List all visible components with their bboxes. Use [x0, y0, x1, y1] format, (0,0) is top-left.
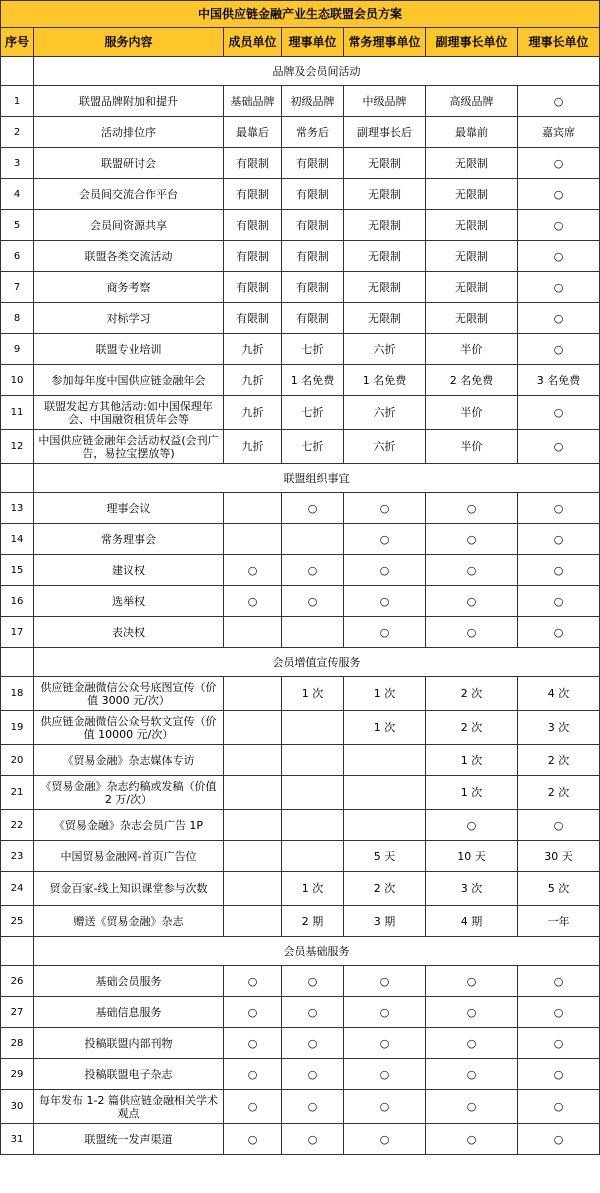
standing-director-cell: ○ — [344, 1059, 426, 1090]
section-row — [1, 937, 600, 966]
row-number: 14 — [1, 524, 34, 555]
table-row — [1, 872, 600, 906]
director-cell — [282, 617, 344, 648]
table-row — [1, 745, 600, 776]
row-number: 21 — [1, 776, 34, 810]
table-row — [1, 117, 600, 148]
member-cell: 九折 — [224, 396, 282, 430]
standing-director-cell: 1 名免费 — [344, 365, 426, 396]
table-row — [1, 810, 600, 841]
row-number: 8 — [1, 303, 34, 334]
row-number: 20 — [1, 745, 34, 776]
chairman-cell: 30 天 — [518, 841, 600, 872]
vice-chairman-cell: 2 次 — [426, 711, 518, 745]
vice-chairman-cell: ○ — [426, 1059, 518, 1090]
vice-chairman-cell: 无限制 — [426, 148, 518, 179]
director-cell: ○ — [282, 555, 344, 586]
member-cell: 有限制 — [224, 210, 282, 241]
standing-director-cell — [344, 810, 426, 841]
service-cell: 供应链金融微信公众号软文宣传（价值 10000 元/次） — [34, 711, 224, 745]
director-cell: 1 名免费 — [282, 365, 344, 396]
vice-chairman-cell: ○ — [426, 810, 518, 841]
chairman-cell: ○ — [518, 334, 600, 365]
row-number: 13 — [1, 493, 34, 524]
table-row — [1, 586, 600, 617]
row-number: 31 — [1, 1124, 34, 1155]
section-title: 联盟组织事宜 — [34, 464, 600, 493]
vice-chairman-cell: 最靠前 — [426, 117, 518, 148]
row-number: 29 — [1, 1059, 34, 1090]
member-cell: ○ — [224, 997, 282, 1028]
row-number: 3 — [1, 148, 34, 179]
vice-chairman-cell: ○ — [426, 524, 518, 555]
standing-director-cell: 六折 — [344, 396, 426, 430]
standing-director-cell: 无限制 — [344, 148, 426, 179]
table-row — [1, 493, 600, 524]
vice-chairman-cell: ○ — [426, 586, 518, 617]
member-cell: 九折 — [224, 430, 282, 464]
service-cell: 选举权 — [34, 586, 224, 617]
header-row — [1, 28, 600, 57]
standing-director-cell: ○ — [344, 1028, 426, 1059]
member-cell: ○ — [224, 1028, 282, 1059]
vice-chairman-cell: 无限制 — [426, 210, 518, 241]
standing-director-cell: 无限制 — [344, 179, 426, 210]
row-number: 10 — [1, 365, 34, 396]
standing-director-cell: 无限制 — [344, 210, 426, 241]
director-cell: ○ — [282, 493, 344, 524]
chairman-cell: 2 次 — [518, 776, 600, 810]
director-cell: ○ — [282, 1090, 344, 1124]
service-cell: 赠送《贸易金融》杂志 — [34, 906, 224, 937]
row-number: 11 — [1, 396, 34, 430]
table-row — [1, 677, 600, 711]
standing-director-cell: 1 次 — [344, 711, 426, 745]
section-blank-cell — [1, 937, 34, 966]
director-cell: 1 次 — [282, 677, 344, 711]
service-cell: 常务理事会 — [34, 524, 224, 555]
section-title: 会员基础服务 — [34, 937, 600, 966]
vice-chairman-cell: 无限制 — [426, 241, 518, 272]
row-number: 1 — [1, 86, 34, 117]
table-body — [1, 57, 600, 1155]
chairman-cell: ○ — [518, 179, 600, 210]
director-cell — [282, 524, 344, 555]
director-cell: ○ — [282, 1059, 344, 1090]
member-cell: 有限制 — [224, 148, 282, 179]
table-row — [1, 711, 600, 745]
row-number: 25 — [1, 906, 34, 937]
row-number: 24 — [1, 872, 34, 906]
standing-director-cell: 3 期 — [344, 906, 426, 937]
chairman-cell: ○ — [518, 210, 600, 241]
chairman-cell: ○ — [518, 617, 600, 648]
member-cell: ○ — [224, 1124, 282, 1155]
col-header-no: 序号 — [1, 28, 34, 57]
director-cell: 常务后 — [282, 117, 344, 148]
section-row — [1, 57, 600, 86]
vice-chairman-cell: 半价 — [426, 430, 518, 464]
director-cell: 有限制 — [282, 303, 344, 334]
service-cell: 会员间资源共享 — [34, 210, 224, 241]
chairman-cell: ○ — [518, 555, 600, 586]
member-cell: 九折 — [224, 365, 282, 396]
director-cell — [282, 810, 344, 841]
vice-chairman-cell: ○ — [426, 617, 518, 648]
chairman-cell: 嘉宾席 — [518, 117, 600, 148]
standing-director-cell: ○ — [344, 617, 426, 648]
service-cell: 投稿联盟内部刊物 — [34, 1028, 224, 1059]
table-row — [1, 210, 600, 241]
vice-chairman-cell: 无限制 — [426, 179, 518, 210]
col-header-chairman: 理事长单位 — [518, 28, 600, 57]
chairman-cell: ○ — [518, 430, 600, 464]
member-cell: ○ — [224, 555, 282, 586]
standing-director-cell: 六折 — [344, 430, 426, 464]
member-cell: 有限制 — [224, 303, 282, 334]
table-row — [1, 1059, 600, 1090]
col-header-standing-director: 常务理事单位 — [344, 28, 426, 57]
standing-director-cell: ○ — [344, 586, 426, 617]
member-cell: ○ — [224, 966, 282, 997]
standing-director-cell: ○ — [344, 1124, 426, 1155]
service-cell: 联盟专业培训 — [34, 334, 224, 365]
member-cell: 最靠后 — [224, 117, 282, 148]
director-cell: 有限制 — [282, 210, 344, 241]
chairman-cell: ○ — [518, 1090, 600, 1124]
row-number: 17 — [1, 617, 34, 648]
service-cell: 表决权 — [34, 617, 224, 648]
row-number: 30 — [1, 1090, 34, 1124]
service-cell: 联盟发起方其他活动:如中国保理年会、中国融资租赁年会等 — [34, 396, 224, 430]
vice-chairman-cell: ○ — [426, 997, 518, 1028]
row-number: 28 — [1, 1028, 34, 1059]
director-cell: ○ — [282, 966, 344, 997]
vice-chairman-cell: 无限制 — [426, 272, 518, 303]
row-number: 19 — [1, 711, 34, 745]
row-number: 18 — [1, 677, 34, 711]
chairman-cell: 3 次 — [518, 711, 600, 745]
section-title: 品牌及会员间活动 — [34, 57, 600, 86]
table-row — [1, 396, 600, 430]
service-cell: 参加每年度中国供应链金融年会 — [34, 365, 224, 396]
vice-chairman-cell: ○ — [426, 966, 518, 997]
section-blank-cell — [1, 464, 34, 493]
table-row — [1, 241, 600, 272]
table-row — [1, 997, 600, 1028]
row-number: 7 — [1, 272, 34, 303]
section-blank-cell — [1, 57, 34, 86]
director-cell: 1 次 — [282, 872, 344, 906]
chairman-cell: 3 名免费 — [518, 365, 600, 396]
director-cell: 有限制 — [282, 148, 344, 179]
director-cell: 七折 — [282, 430, 344, 464]
member-cell: ○ — [224, 1090, 282, 1124]
row-number: 16 — [1, 586, 34, 617]
service-cell: 中国贸易金融网-首页广告位 — [34, 841, 224, 872]
chairman-cell: ○ — [518, 586, 600, 617]
chairman-cell: 一年 — [518, 906, 600, 937]
standing-director-cell: 2 次 — [344, 872, 426, 906]
table-row — [1, 555, 600, 586]
vice-chairman-cell: ○ — [426, 493, 518, 524]
col-header-director: 理事单位 — [282, 28, 344, 57]
row-number: 5 — [1, 210, 34, 241]
row-number: 27 — [1, 997, 34, 1028]
service-cell: 理事会议 — [34, 493, 224, 524]
table-row — [1, 272, 600, 303]
standing-director-cell: ○ — [344, 493, 426, 524]
service-cell: 供应链金融微信公众号底图宣传（价值 3000 元/次） — [34, 677, 224, 711]
table-row — [1, 86, 600, 117]
chairman-cell: ○ — [518, 148, 600, 179]
standing-director-cell — [344, 776, 426, 810]
chairman-cell: ○ — [518, 966, 600, 997]
chairman-cell: ○ — [518, 997, 600, 1028]
table-row — [1, 430, 600, 464]
table-row — [1, 906, 600, 937]
row-number: 4 — [1, 179, 34, 210]
service-cell: 联盟品牌附加和提升 — [34, 86, 224, 117]
table-row — [1, 1028, 600, 1059]
chairman-cell: ○ — [518, 303, 600, 334]
service-cell: 商务考察 — [34, 272, 224, 303]
standing-director-cell: 无限制 — [344, 303, 426, 334]
vice-chairman-cell: 4 期 — [426, 906, 518, 937]
section-title: 会员增值宣传服务 — [34, 648, 600, 677]
service-cell: 会员间交流合作平台 — [34, 179, 224, 210]
table-row — [1, 1090, 600, 1124]
member-cell — [224, 776, 282, 810]
chairman-cell: ○ — [518, 524, 600, 555]
member-cell — [224, 677, 282, 711]
chairman-cell: ○ — [518, 241, 600, 272]
table-row — [1, 148, 600, 179]
standing-director-cell: 无限制 — [344, 272, 426, 303]
standing-director-cell: 1 次 — [344, 677, 426, 711]
vice-chairman-cell: ○ — [426, 1124, 518, 1155]
chairman-cell: ○ — [518, 1028, 600, 1059]
table-title: 中国供应链金融产业生态联盟会员方案 — [1, 1, 600, 28]
table-row — [1, 303, 600, 334]
director-cell: 初级品牌 — [282, 86, 344, 117]
vice-chairman-cell: 半价 — [426, 396, 518, 430]
chairman-cell: 5 次 — [518, 872, 600, 906]
section-row — [1, 648, 600, 677]
chairman-cell: ○ — [518, 86, 600, 117]
col-header-member: 成员单位 — [224, 28, 282, 57]
service-cell: 投稿联盟电子杂志 — [34, 1059, 224, 1090]
service-cell: 联盟统一发声渠道 — [34, 1124, 224, 1155]
col-header-service: 服务内容 — [34, 28, 224, 57]
table-row — [1, 524, 600, 555]
row-number: 26 — [1, 966, 34, 997]
row-number: 12 — [1, 430, 34, 464]
member-cell — [224, 493, 282, 524]
director-cell: 有限制 — [282, 241, 344, 272]
vice-chairman-cell: 无限制 — [426, 303, 518, 334]
table-row — [1, 1124, 600, 1155]
director-cell: 七折 — [282, 334, 344, 365]
member-cell — [224, 711, 282, 745]
standing-director-cell: ○ — [344, 524, 426, 555]
table-row — [1, 365, 600, 396]
service-cell: 贸金百家-线上知识课堂参与次数 — [34, 872, 224, 906]
standing-director-cell: 5 天 — [344, 841, 426, 872]
director-cell: ○ — [282, 586, 344, 617]
service-cell: 联盟各类交流活动 — [34, 241, 224, 272]
director-cell: 有限制 — [282, 179, 344, 210]
director-cell: 2 期 — [282, 906, 344, 937]
vice-chairman-cell: 2 名免费 — [426, 365, 518, 396]
director-cell — [282, 776, 344, 810]
service-cell: 《贸易金融》杂志约稿或发稿（价值 2 万/次） — [34, 776, 224, 810]
standing-director-cell: ○ — [344, 1090, 426, 1124]
member-cell — [224, 524, 282, 555]
service-cell: 建议权 — [34, 555, 224, 586]
table-row — [1, 776, 600, 810]
member-cell: 九折 — [224, 334, 282, 365]
member-cell: 有限制 — [224, 272, 282, 303]
service-cell: 每年发布 1-2 篇供应链金融相关学术观点 — [34, 1090, 224, 1124]
standing-director-cell: 中级品牌 — [344, 86, 426, 117]
chairman-cell: ○ — [518, 396, 600, 430]
chairman-cell: ○ — [518, 1124, 600, 1155]
row-number: 15 — [1, 555, 34, 586]
table-row — [1, 966, 600, 997]
director-cell — [282, 745, 344, 776]
row-number: 9 — [1, 334, 34, 365]
vice-chairman-cell: 高级品牌 — [426, 86, 518, 117]
vice-chairman-cell: ○ — [426, 1090, 518, 1124]
row-number: 6 — [1, 241, 34, 272]
member-cell — [224, 906, 282, 937]
chairman-cell: ○ — [518, 272, 600, 303]
service-cell: 联盟研讨会 — [34, 148, 224, 179]
service-cell: 活动排位序 — [34, 117, 224, 148]
service-cell: 《贸易金融》杂志媒体专访 — [34, 745, 224, 776]
director-cell: ○ — [282, 1124, 344, 1155]
director-cell: ○ — [282, 997, 344, 1028]
service-cell: 对标学习 — [34, 303, 224, 334]
member-cell: 有限制 — [224, 241, 282, 272]
row-number: 22 — [1, 810, 34, 841]
director-cell — [282, 841, 344, 872]
standing-director-cell: 无限制 — [344, 241, 426, 272]
director-cell — [282, 711, 344, 745]
chairman-cell: ○ — [518, 810, 600, 841]
member-cell — [224, 617, 282, 648]
vice-chairman-cell: 3 次 — [426, 872, 518, 906]
table-row — [1, 841, 600, 872]
director-cell: 有限制 — [282, 272, 344, 303]
vice-chairman-cell: ○ — [426, 555, 518, 586]
table-row — [1, 334, 600, 365]
standing-director-cell: ○ — [344, 555, 426, 586]
standing-director-cell: 副理事长后 — [344, 117, 426, 148]
vice-chairman-cell: 2 次 — [426, 677, 518, 711]
chairman-cell: 4 次 — [518, 677, 600, 711]
vice-chairman-cell: 10 天 — [426, 841, 518, 872]
director-cell: ○ — [282, 1028, 344, 1059]
service-cell: 基础信息服务 — [34, 997, 224, 1028]
standing-director-cell: 六折 — [344, 334, 426, 365]
chairman-cell: 2 次 — [518, 745, 600, 776]
vice-chairman-cell: 半价 — [426, 334, 518, 365]
member-cell: 有限制 — [224, 179, 282, 210]
chairman-cell: ○ — [518, 1059, 600, 1090]
member-cell: ○ — [224, 1059, 282, 1090]
col-header-vice-chairman: 副理事长单位 — [426, 28, 518, 57]
member-cell — [224, 841, 282, 872]
member-cell — [224, 745, 282, 776]
member-cell: 基础品牌 — [224, 86, 282, 117]
row-number: 23 — [1, 841, 34, 872]
table-row — [1, 617, 600, 648]
vice-chairman-cell: 1 次 — [426, 776, 518, 810]
service-cell: 《贸易金融》杂志会员广告 1P — [34, 810, 224, 841]
vice-chairman-cell: 1 次 — [426, 745, 518, 776]
member-cell: ○ — [224, 586, 282, 617]
director-cell: 七折 — [282, 396, 344, 430]
vice-chairman-cell: ○ — [426, 1028, 518, 1059]
standing-director-cell: ○ — [344, 997, 426, 1028]
member-cell — [224, 872, 282, 906]
table-row — [1, 179, 600, 210]
section-row — [1, 464, 600, 493]
chairman-cell: ○ — [518, 493, 600, 524]
service-cell: 基础会员服务 — [34, 966, 224, 997]
member-cell — [224, 810, 282, 841]
standing-director-cell — [344, 745, 426, 776]
section-blank-cell — [1, 648, 34, 677]
row-number: 2 — [1, 117, 34, 148]
service-cell: 中国供应链金融年会活动权益(会刊广告，易拉宝摆放等) — [34, 430, 224, 464]
standing-director-cell: ○ — [344, 966, 426, 997]
